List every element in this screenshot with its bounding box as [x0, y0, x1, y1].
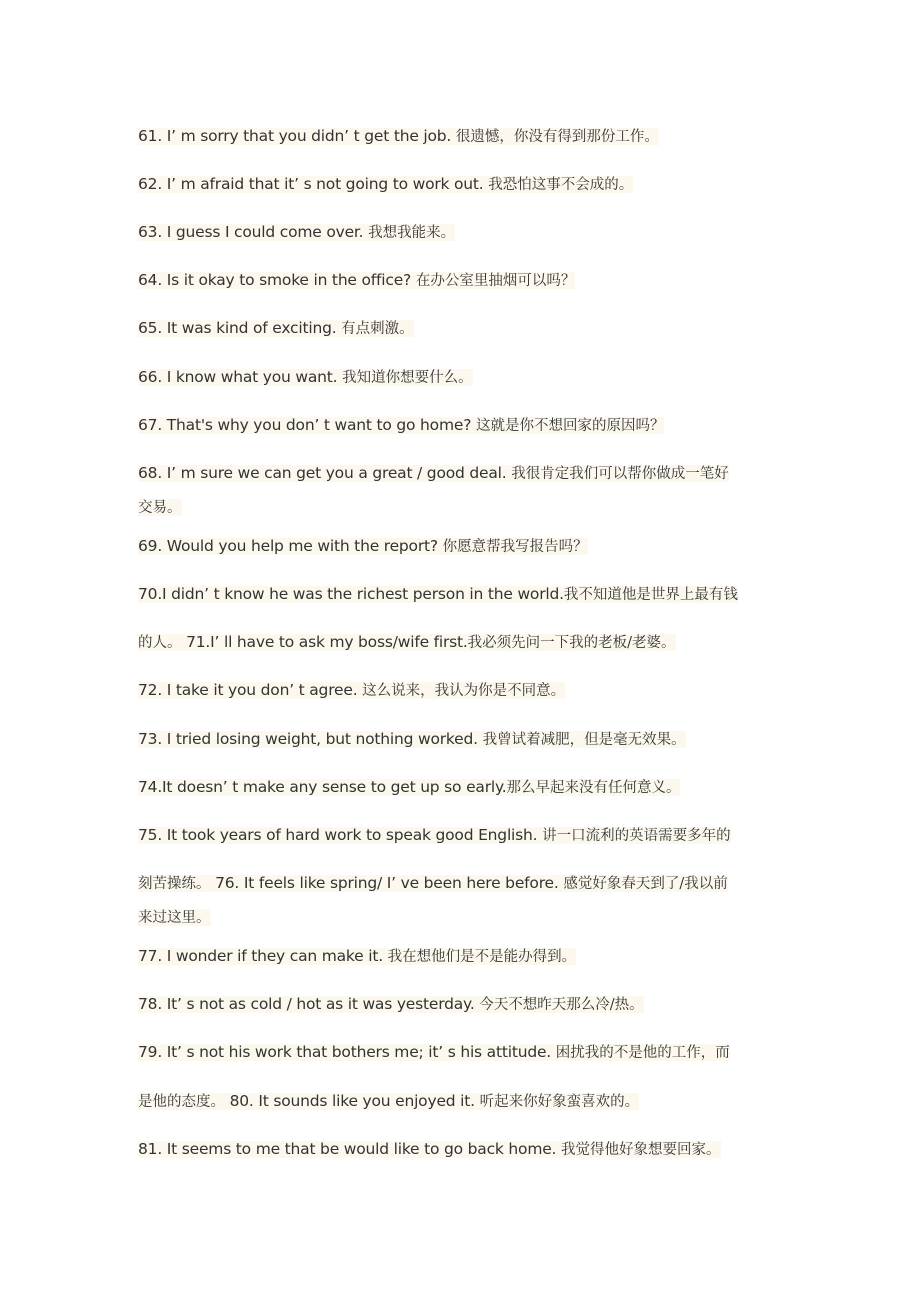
- chinese-text: 这就是你不想回家的原因吗？: [475, 418, 665, 434]
- chinese-text: 有点刺激。: [341, 321, 414, 337]
- english-text: 67. That's why you don’ t want to go home?: [138, 416, 476, 434]
- english-text: 77. I wonder if they can make it.: [138, 947, 388, 965]
- chinese-text: 很遗憾，你没有得到那份工作。: [455, 129, 659, 145]
- english-text: 70.I didn’ t know he was the richest person in the world.: [138, 585, 564, 603]
- sentence-65: [138, 313, 414, 343]
- sentence-72: [138, 675, 565, 705]
- chinese-text: 刻苦操练。: [138, 876, 216, 892]
- chinese-text: 的人。: [138, 635, 187, 651]
- english-text: 80. It sounds like you enjoyed it.: [229, 1092, 480, 1110]
- chinese-text: 来过这里。: [138, 910, 211, 926]
- sentence-76-continued: [138, 903, 211, 933]
- sentence-64: [138, 265, 575, 295]
- chinese-text: 我想我能来。: [368, 225, 456, 241]
- sentence-63: [138, 217, 455, 247]
- english-text: 68. I’ m sure we can get you a great / good deal.: [138, 464, 512, 482]
- english-text: 69. Would you help me with the report?: [138, 537, 443, 555]
- english-text: 64. Is it okay to smoke in the office?: [138, 271, 416, 289]
- chinese-text: 是他的态度。: [138, 1094, 230, 1110]
- sentence-75: [138, 820, 731, 850]
- sentence-69: [138, 531, 588, 561]
- sentence-68: [138, 458, 729, 488]
- chinese-text: 我曾试着减肥，但是毫无效果。: [482, 732, 686, 748]
- english-text: 62. I’ m afraid that it’ s not going to work out.: [138, 175, 489, 193]
- chinese-text-2: 感觉好象春天到了/我以前: [563, 876, 728, 892]
- chinese-text: 今天不想昨天那么冷/热。: [479, 997, 644, 1013]
- english-text: 78. It’ s not as cold / hot as it was yesterday.: [138, 995, 480, 1013]
- chinese-text: 这么说来，我认为你是不同意。: [362, 683, 566, 699]
- chinese-text: 困扰我的不是他的工作，而: [555, 1045, 730, 1061]
- sentence-62: [138, 169, 633, 199]
- chinese-text-2: 听起来你好象蛮喜欢的。: [479, 1094, 640, 1110]
- sentence-77: [138, 941, 576, 971]
- english-text: 81. It seems to me that be would like to go back home.: [138, 1140, 562, 1158]
- sentence-74: [138, 772, 680, 802]
- chinese-text: 我恐怕这事不会成的。: [488, 177, 634, 193]
- sentence-75-76: [138, 868, 728, 898]
- sentence-67: [138, 410, 664, 440]
- chinese-text: 那么早起来没有任何意义。: [506, 780, 681, 796]
- sentence-73: [138, 724, 686, 754]
- sentence-81: [138, 1134, 721, 1164]
- english-text: 71.I’ ll have to ask my boss/wife first.: [186, 633, 468, 651]
- chinese-text: 我在想他们是不是能办得到。: [387, 949, 577, 965]
- english-text: 61. I’ m sorry that you didn’ t get the job.: [138, 127, 456, 145]
- chinese-text: 交易。: [138, 500, 182, 516]
- sentence-79: [138, 1037, 730, 1067]
- sentence-61: [138, 121, 659, 151]
- english-text: 65. It was kind of exciting.: [138, 319, 342, 337]
- sentence-78: [138, 989, 644, 1019]
- english-text: 75. It took years of hard work to speak good English.: [138, 826, 543, 844]
- chinese-text: 你愿意帮我写报告吗？: [442, 539, 588, 555]
- chinese-text: 我不知道他是世界上最有钱: [563, 587, 738, 603]
- english-text: 73. I tried losing weight, but nothing worked.: [138, 730, 483, 748]
- chinese-text-2: 我必须先问一下我的老板/老婆。: [467, 635, 676, 651]
- chinese-text: 在办公室里抽烟可以吗？: [415, 273, 576, 289]
- english-text: 74.It doesn’ t make any sense to get up so early.: [138, 778, 507, 796]
- english-text: 66. I know what you want.: [138, 368, 343, 386]
- sentence-68-continued: [138, 493, 182, 523]
- sentence-66: [138, 362, 473, 392]
- sentence-70: [138, 579, 738, 609]
- sentence-70-71: [138, 627, 676, 657]
- sentence-79-80: [138, 1086, 639, 1116]
- chinese-text: 讲一口流利的英语需要多年的: [542, 828, 731, 844]
- chinese-text: 我觉得他好象想要回家。: [561, 1142, 721, 1158]
- english-text: 79. It’ s not his work that bothers me; it’ s his attitude.: [138, 1043, 556, 1061]
- english-text: 63. I guess I could come over.: [138, 223, 369, 241]
- english-text: 76. It feels like spring/ I’ ve been here before.: [215, 874, 564, 892]
- english-text: 72. I take it you don’ t agree.: [138, 681, 363, 699]
- chinese-text: 我知道你想要什么。: [342, 370, 473, 386]
- chinese-text: 我很肯定我们可以帮你做成一笔好: [511, 466, 729, 482]
